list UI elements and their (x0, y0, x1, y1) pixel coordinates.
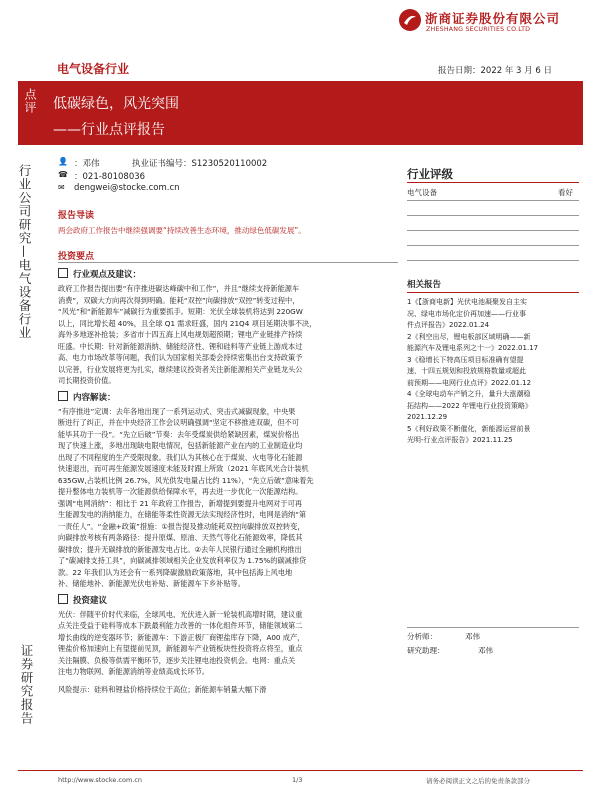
researcher-label: 研究助理： (407, 646, 445, 655)
related-list (407, 297, 583, 447)
company-logo-icon (398, 8, 422, 32)
paragraph-line: 以上，同比增长超 40%，且全球 Q1 需求旺盛，国内 21Q4 项目延期决事不决， (58, 318, 317, 328)
analyst-label: 分析师： (407, 632, 437, 641)
rating-value: 看好 (558, 188, 573, 197)
paragraph-line: 碳排放；提升无碳排放的新能源发电占比。②去年人民银行通过全融机构推出 (58, 544, 302, 554)
paragraph-line: 以完善，行业发展将更为扎实，继续建议投资者关注新能源相关产业链龙头公 (58, 364, 303, 374)
paragraph-line: 锂盐价格加速向上有望提前见顶，新能源车产业链板块性投资将点将至，重点 (58, 644, 303, 653)
related-report-line: 拓结构——2022 年锂电行业投资策略》 (407, 401, 533, 410)
paragraph-line: 关注隔膜、负极等供需平衡环节，逐步关注锂电池投资机会。电网：重点关 (58, 655, 296, 665)
related-report-line: 3《稳增长下特高压项目标准确有望提 (407, 355, 524, 364)
company-name-cn: 浙商证券股份有限公司 (425, 11, 561, 26)
paragraph-line: “有序推进”定调：去年各地出现了一系列运动式、突击式减碳现象，中央果 (58, 406, 296, 416)
side-category: 行业公司研究—电气设备行业 (17, 164, 32, 340)
checkbox-icon (58, 391, 68, 401)
paragraph-line: 向碳排放考核有两条路径：提升原煤、原油、天然气等化石能源效率，降低其 (58, 533, 303, 542)
paragraph-line: 提升整体电力装机等一次能源供给保障水平，再去进一步优化一次能源结构。 (58, 487, 303, 496)
analyst-phone: ：021-80108036 (74, 172, 146, 182)
related-report-line: 能源汽车及锂电系列之十一》2022.01.17 (407, 344, 539, 352)
guide-title: 报告导读 (58, 211, 95, 221)
paragraph-line: 注电力物联网、新能源消纳等业绩高成长环节。 (58, 667, 209, 676)
related-report-line: 4《全球电动车产销之升，量升大涨潮稳 (407, 390, 531, 398)
analyst-license: 执业证书编号：S1230520110002 (132, 159, 268, 169)
related-report-line: 前预期——电网行业点评》2022.01.12 (407, 378, 532, 387)
industry-title: 电气设备行业 (57, 62, 130, 76)
checkbox-icon (58, 268, 68, 278)
section-heading-text: 内容解读： (73, 392, 116, 403)
footer-page: 1/3 (292, 776, 303, 784)
rating-line (407, 200, 579, 201)
paragraph-line: 断进行了纠正，并在中央经济工作会议明确强调“坚定不移推进双碳，但不可 (58, 418, 299, 427)
paragraph-line: 政府工作报告提出要“有序推进碳达峰碳中和工作”，并且“继续支持新能源车 (58, 284, 300, 293)
paragraph-line: 补、储能地补、新能源光伏电补贴、新能源车下乡补贴等。 (58, 579, 245, 588)
side-report-type: 证券研究报告 (19, 644, 34, 725)
report-date: 报告日期：2022 年 3 月 6 日 (438, 66, 552, 76)
company-name-en: ZHESHANG SECURITIES CO.LTD (426, 26, 531, 33)
rating-line (407, 245, 579, 246)
section-heading-text: 行业观点及建议： (73, 270, 142, 280)
analyst-name: ：邓伟 (74, 159, 100, 169)
paragraph-line: 现了快速上涨，多地出现缺电限电情况，包括新能源产业在内的工业制造业均 (58, 441, 303, 450)
related-report-line: 2021.12.29 (407, 413, 448, 421)
analyst-email[interactable]: dengwei@stocke.com.cn (74, 183, 180, 193)
risk-warning: 风险提示：硅料和锂盐价格持续位于高位；新能源车销量大幅下滑 (58, 684, 267, 694)
paragraph-line: 旺盛。中长期：针对新能源消纳、储能经济性、锂和硅料等产业链上游成本过 (58, 341, 303, 351)
paragraph-line: 了“碳减排支持工具”，向碳减排领域相关企业发放利率仅为 1.75%的碳减排贷 (58, 556, 307, 565)
main-body (58, 266, 398, 695)
paragraph-line: 强调“电网消纳”：相比于 21 年政府工作报告，新增提到要提升电网对于可再 (58, 498, 302, 508)
paragraph-line: 高、电力市场改革等问题，我们认为国家相关部委会持续密集出台支持政策予 (58, 353, 303, 362)
paragraph-line: 点关注受益于硅料等成本下跌最利能力改善的一体化组件环节，储能领域第二 (58, 621, 303, 630)
rating-line (407, 230, 579, 231)
paragraph-line: 出现了不同程度的生产受限现象。我们认为其核心在于煤炭、火电等化石能源 (58, 452, 303, 462)
paragraph-line: 能毕其功于一役”。“先立后破”节奏：去年受煤炭供给紧缺因素，煤炭价格出 (58, 429, 300, 439)
rating-line (407, 215, 579, 216)
related-report-line: 5《利好政策不断催化，新能源运营前景 (407, 424, 531, 433)
section-heading (58, 268, 398, 280)
related-title: 相关报告 (407, 280, 442, 290)
paragraph-line: “风光”和“新能源车”减碳行为重要抓手。短期：光伏全球装机将达到 220GW (58, 307, 303, 316)
paragraph-line: 款。22 年我们认为还会有一系列降碳激励政策落地，其中包括海上风电地 (58, 567, 293, 577)
paragraph-line: 司长期投资价值。 (58, 376, 116, 385)
related-report-line: 件点评报告》2022.01.24 (407, 321, 490, 329)
points-title: 投资要点 (58, 252, 95, 262)
related-report-line: 1《【浙商电新】光伏电池凝聚发自主实 (407, 298, 527, 306)
analyst-block (58, 157, 378, 196)
related-report-line: 况、绿电市场化定价再加速——行业事 (407, 309, 526, 318)
paragraph-line: 消费”，双碳大方向再次得到明确。能耗“双控”向碳排放“双控”转变过程中， (58, 295, 300, 305)
phone-icon: ☎ (58, 170, 68, 179)
related-report-line: 光明-行业点评报告》2021.11.25 (407, 436, 513, 444)
guide-text: 两会政府工作报告中继续强调要“持续改善生态环境，推动绿色低碳发展”。 (58, 226, 306, 235)
report-title-banner (40, 81, 583, 145)
paragraph-line: 光伏：伴随平价时代来临，全球风电、光伏进入新一轮装机高增时期，建议重 (58, 609, 303, 619)
user-icon: 👤 (58, 157, 68, 166)
paragraph-line: 快速退出，而可再生能源发展速度未能及时跟上所致（2021 年底风光合计装机 (58, 464, 309, 473)
checkbox-icon (58, 594, 68, 604)
paragraph-line: 一责任人”。“金融+政策”措施：①报告提及推动能耗双控向碳排放双控转变， (58, 521, 305, 531)
footer-disclaimer: 请务必阅读正文之后的免责条款部分 (426, 777, 530, 785)
paragraph-line: 635GW,占装机比例 26.7%，风光供发电量占比约 11%），“先立后破”意味着先 (58, 475, 314, 485)
paragraph-line: 增长曲线的逆变器环节；新能源车：下游正极厂商锂盐库存下降，A00 成产， (58, 632, 305, 642)
report-title-line1: 低碳绿色，风光突围 (53, 96, 179, 112)
paragraph-line: 生能源发电的消纳能力，在储能等柔性资源无法实现经济性时，电网是消纳“第 (58, 510, 307, 519)
mail-icon: ✉ (58, 183, 65, 192)
section-heading (58, 391, 398, 403)
rating-industry: 电气设备 (407, 188, 437, 197)
analyst-label-name: 邓伟 (465, 632, 480, 641)
rating-line (407, 260, 579, 261)
footer-divider (18, 770, 583, 771)
side-label: 点评 (23, 88, 37, 114)
rating-divider (407, 182, 579, 183)
paragraph-line: 海外多地逐补抢装；多省市十四五海上风电规划超预期；锂电产业链排产持续 (58, 330, 303, 339)
researcher-name: 邓伟 (478, 646, 493, 655)
related-report-line: 2《利空出尽，锂电板部区域明确——新 (407, 332, 531, 341)
rating-title: 行业评级 (407, 167, 453, 181)
points-divider (58, 262, 398, 263)
related-divider (407, 292, 579, 293)
related-report-line: 速，十四五规划和投放规格数量或超此 (407, 367, 526, 375)
section-heading (58, 594, 398, 606)
footer-url[interactable]: http://www.stocke.com.cn (58, 776, 143, 784)
report-title-line2: ——行业点评报告 (53, 122, 165, 138)
contact-divider (407, 627, 579, 628)
company-logo (398, 8, 422, 32)
section-heading-text: 投资建议 (73, 595, 108, 606)
